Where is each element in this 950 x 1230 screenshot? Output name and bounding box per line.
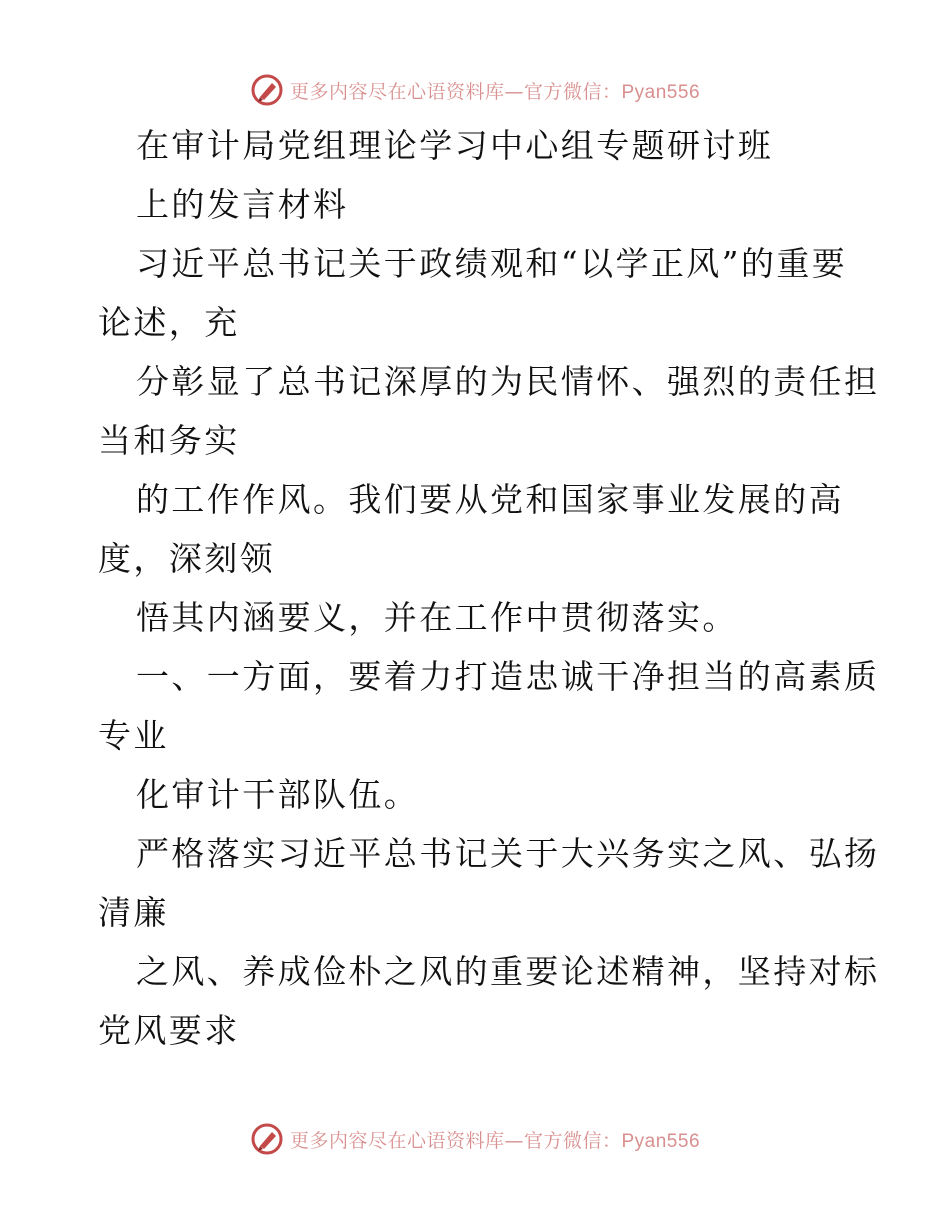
text-line: 一、一方面，要着力打造忠诚干净担当的高素质 [136, 657, 880, 696]
text-line: 悟其内涵要义，并在工作中贯彻落实。 [136, 598, 738, 637]
text-line: 当和务实 [98, 421, 240, 460]
watermark-handle: Pyan556 [621, 81, 701, 103]
text-line: 分彰显了总书记深厚的为民情怀、强烈的责任担 [136, 362, 880, 401]
text-line: 之风、养成俭朴之风的重要论述精神，坚持对标 [136, 952, 880, 991]
text-line: 上的发言材料 [136, 185, 349, 224]
text-line: 严格落实习近平总书记关于大兴务实之风、弘扬 [136, 834, 880, 873]
text-line: 专业 [98, 716, 169, 755]
text-line: 清廉 [98, 893, 169, 932]
text-line: 化审计干部队伍。 [136, 775, 420, 814]
text-line: 习近平总书记关于政绩观和“以学正风”的重要 [136, 244, 848, 283]
text-line: 的工作作风。我们要从党和国家事业发展的高 [136, 480, 844, 519]
text-line: 在审计局党组理论学习中心组专题研讨班 [136, 126, 774, 165]
footer-watermark [0, 1119, 950, 1159]
header-watermark [0, 70, 950, 110]
document-body [98, 116, 880, 1060]
watermark-text: 更多内容尽在心语资料库—官方微信：Pyan556 [289, 1129, 701, 1152]
watermark-handle: Pyan556 [621, 1130, 701, 1152]
pen-nib-logo-icon [250, 1122, 284, 1156]
watermark-text: 更多内容尽在心语资料库—官方微信：Pyan556 [289, 80, 701, 103]
text-line: 论述，充 [98, 303, 240, 342]
text-line: 度，深刻领 [98, 539, 275, 578]
pen-nib-logo-icon [250, 73, 284, 107]
text-line: 党风要求 [98, 1011, 240, 1050]
